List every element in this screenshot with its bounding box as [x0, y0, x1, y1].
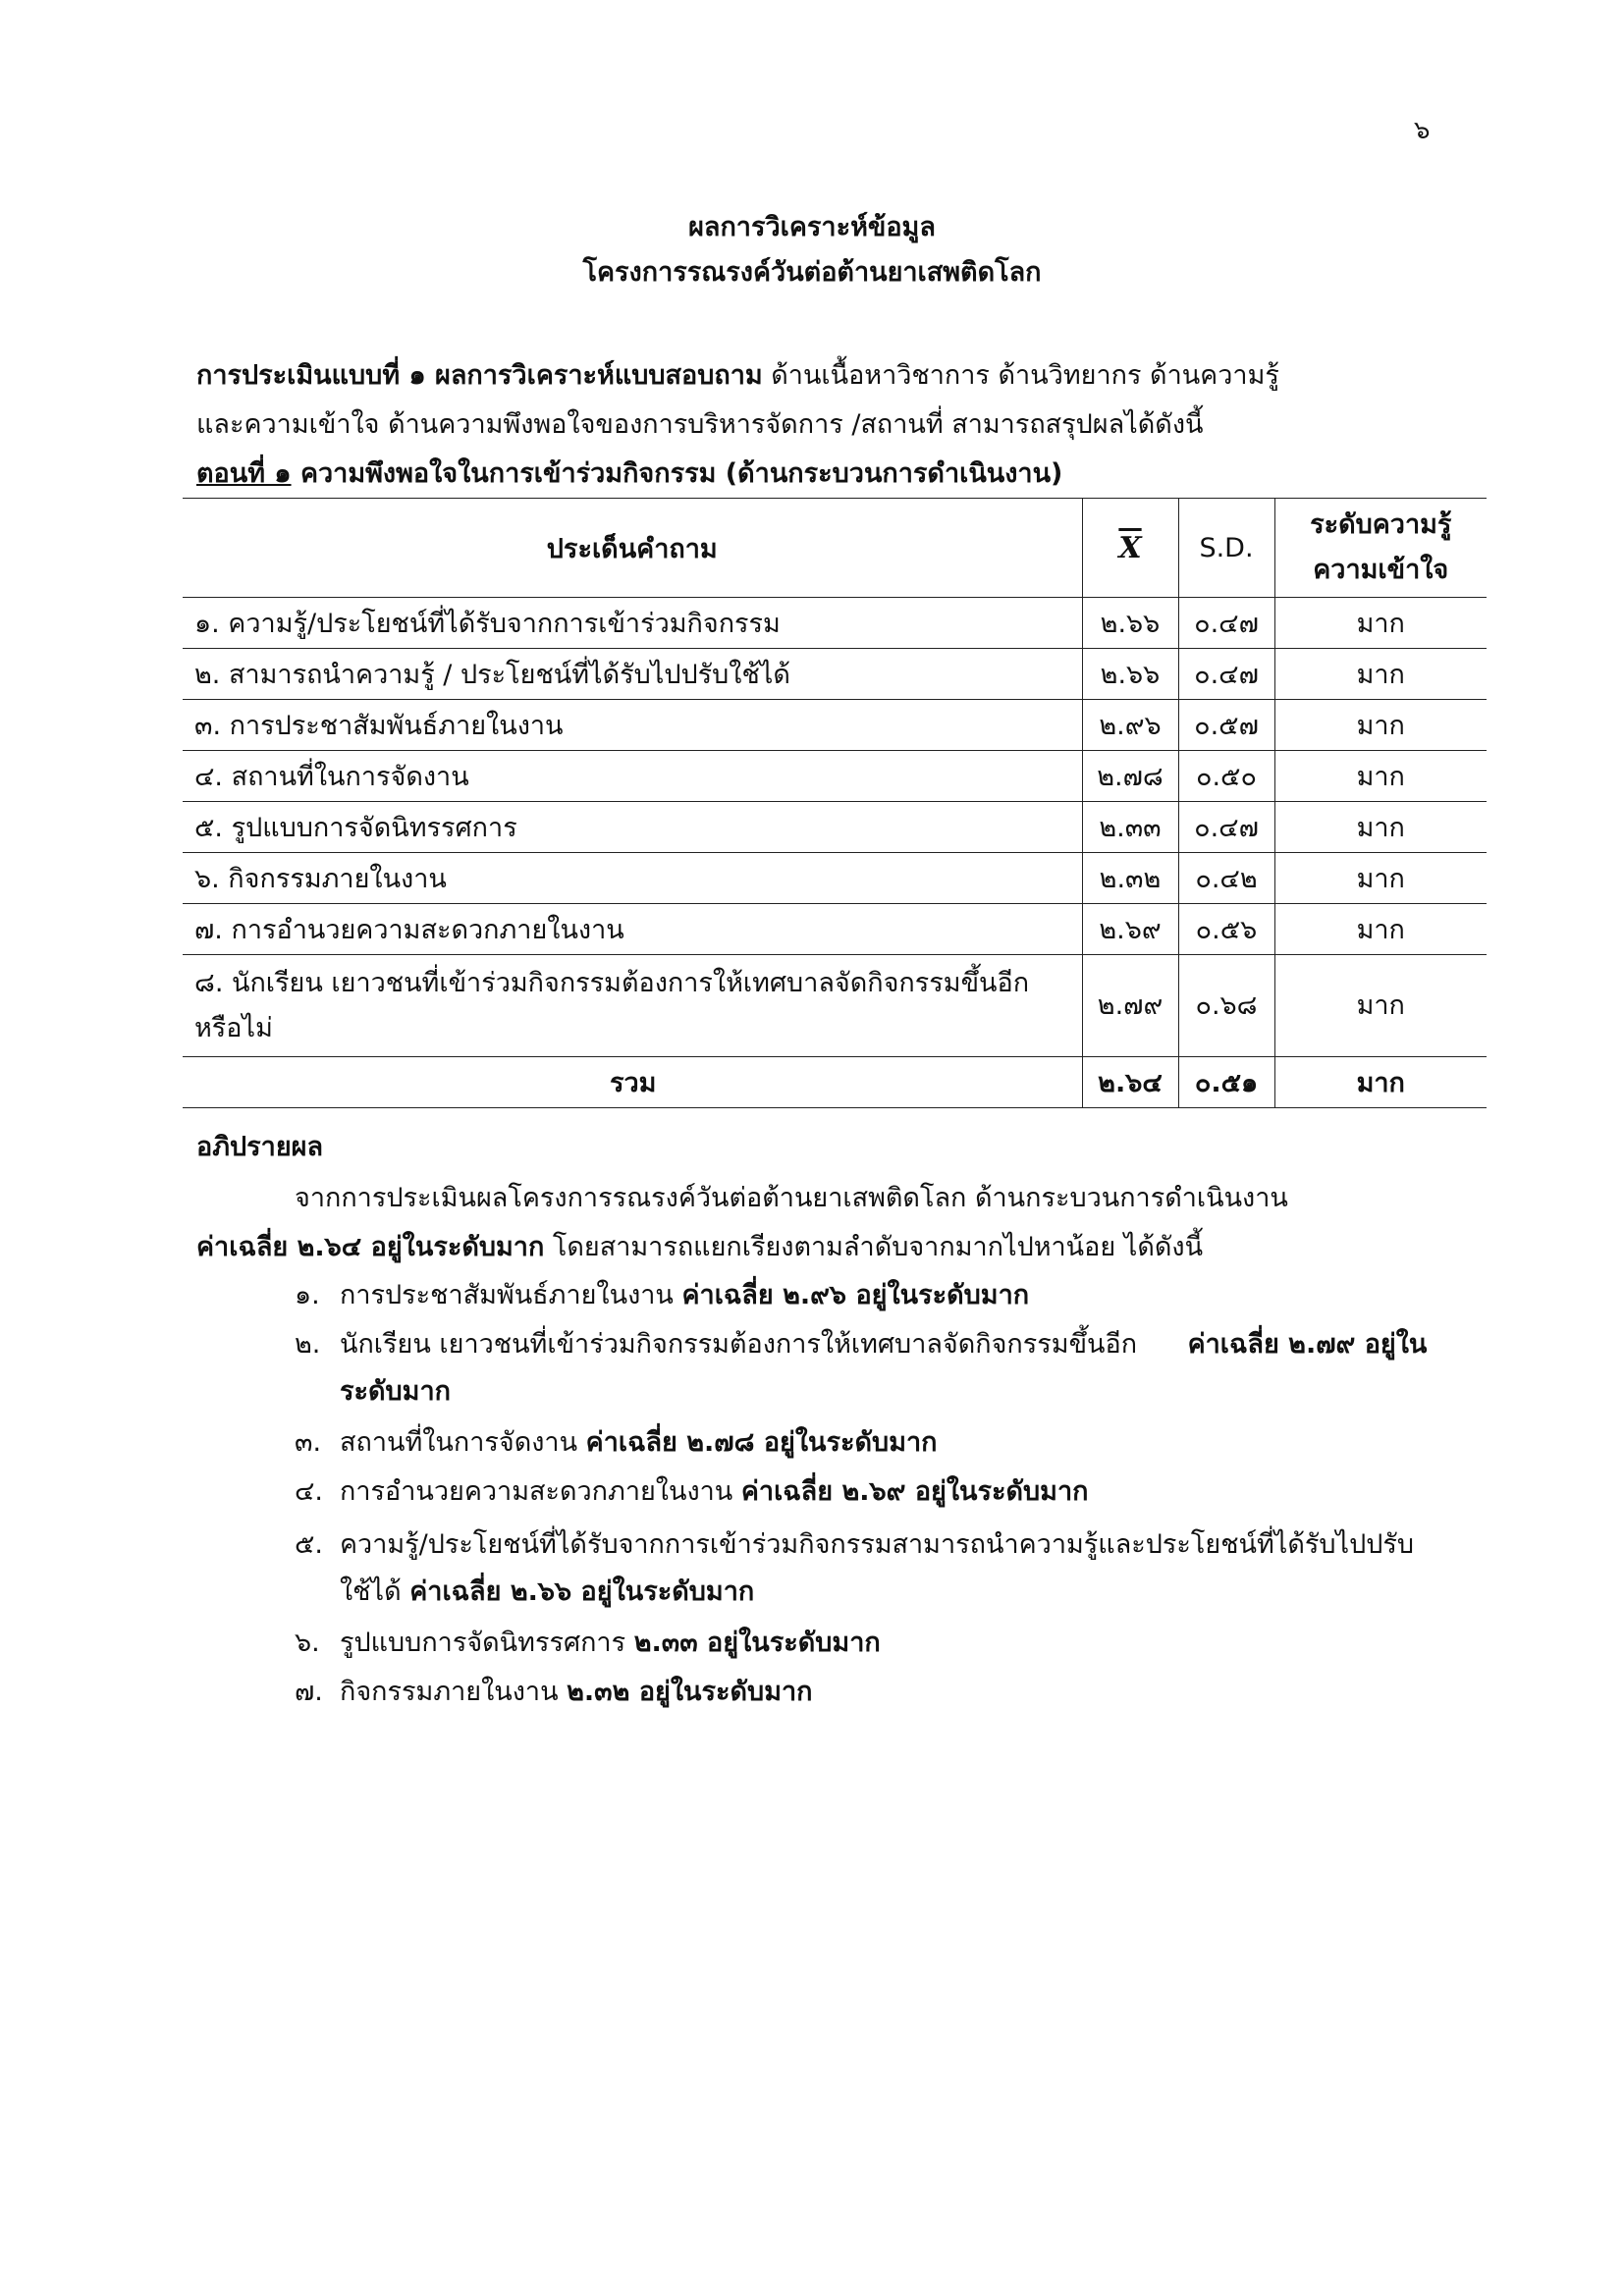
list-item-text: [340, 1522, 1453, 1616]
list-item-label: การประชาสัมพันธ์ภายในงาน: [340, 1280, 682, 1310]
total-mean: ๒.๖๔: [1082, 1057, 1178, 1108]
table-row: [183, 904, 1487, 955]
row-level: มาก: [1274, 598, 1487, 649]
list-item-text: [340, 1620, 1453, 1667]
discussion-heading: อภิปรายผล: [196, 1132, 324, 1162]
header-question: ประเด็นคำถาม: [183, 499, 1082, 598]
list-item-text: [340, 1669, 1453, 1716]
results-table: [183, 498, 1487, 1108]
list-item-label: สถานที่ในการจัดงาน: [340, 1427, 586, 1458]
row-mean: ๒.๗๘: [1082, 751, 1178, 802]
list-item-mean: ค่าเฉลี่ย ๒.๙๖ อยู่ในระดับมาก: [681, 1280, 1030, 1310]
discussion-line-1: จากการประเมินผลโครงการรณรงค์วันต่อต้านยาเสพติดโลก ด้านกระบวนการดำเนินงาน: [295, 1183, 1288, 1213]
list-item-label: กิจกรรมภายในงาน: [340, 1677, 568, 1707]
list-item-text: [340, 1272, 1453, 1319]
row-question: ๗. การอำนวยความสะดวกภายในงาน: [183, 904, 1082, 955]
header-mean: [1082, 499, 1178, 598]
row-question: ๓. การประชาสัมพันธ์ภายในงาน: [183, 700, 1082, 751]
row-question: ๖. กิจกรรมภายในงาน: [183, 853, 1082, 904]
row-level: มาก: [1274, 853, 1487, 904]
row-mean: ๒.๖๖: [1082, 598, 1178, 649]
total-label: รวม: [183, 1057, 1082, 1108]
list-item-number: ๖.: [295, 1628, 320, 1658]
intro-line-1: [196, 351, 1453, 400]
section-label: ตอนที่ ๑: [196, 458, 292, 489]
row-sd: ๐.๔๒: [1178, 853, 1274, 904]
table-row: [183, 700, 1487, 751]
header-level-line2: ความเข้าใจ: [1313, 555, 1449, 585]
list-item-label: รูปแบบการจัดนิทรรศการ: [340, 1628, 634, 1658]
list-item-text: [340, 1468, 1453, 1516]
mean-symbol: $\overline{X}$: [1118, 530, 1142, 565]
list-item-number: ๑.: [295, 1280, 320, 1310]
row-question: [183, 955, 1082, 1057]
row-sd: ๐.๕๗: [1178, 700, 1274, 751]
header-level-line1: ระดับความรู้: [1310, 509, 1452, 540]
discussion-line-2: [196, 1223, 1453, 1272]
row-mean: ๒.๖๖: [1082, 649, 1178, 700]
list-item-mean: ค่าเฉลี่ย ๒.๖๙ อยู่ในระดับมาก: [740, 1476, 1089, 1507]
list-item-number: ๓.: [295, 1427, 322, 1458]
row-mean: ๒.๓๓: [1082, 802, 1178, 853]
list-item-number: ๒.: [295, 1329, 321, 1360]
row-level: มาก: [1274, 700, 1487, 751]
table-header-row: [183, 499, 1487, 598]
row-question-line1: ๘. นักเรียน เยาวชนที่เข้าร่วมกิจกรรมต้องการให้เทศบาลจัดกิจกรรมขึ้นอีก: [194, 967, 1030, 998]
section-heading: [196, 450, 1453, 499]
table-row: [183, 853, 1487, 904]
page-number: ๖: [1414, 116, 1431, 145]
list-item-label: การอำนวยความสะดวกภายในงาน: [340, 1476, 741, 1507]
row-mean: ๒.๙๖: [1082, 700, 1178, 751]
row-question: ๔. สถานที่ในการจัดงาน: [183, 751, 1082, 802]
row-sd: ๐.๔๗: [1178, 649, 1274, 700]
header-level: [1274, 499, 1487, 598]
row-question: ๑. ความรู้/ประโยชน์ที่ได้รับจากการเข้าร่วมกิจกรรม: [183, 598, 1082, 649]
project-title: โครงการรณรงค์วันต่อต้านยาเสพติดโลก: [582, 257, 1042, 288]
list-item-text: [340, 1321, 1453, 1415]
list-item-mean: ค่าเฉลี่ย ๒.๗๙ อยู่ในระดับมาก: [340, 1329, 1428, 1407]
list-item-label: นักเรียน เยาวชนที่เข้าร่วมกิจกรรมต้องการให้เทศบาลจัดกิจกรรมขึ้นอีก: [340, 1329, 1188, 1360]
list-item-label: ความรู้/ประโยชน์ที่ได้รับจากการเข้าร่วมกิจกรรมสามารถนำความรู้และประโยชน์ที่ได้รับไปปรับใช้ได้: [340, 1529, 1415, 1607]
header-sd: S.D.: [1178, 499, 1274, 598]
row-sd: ๐.๕๐: [1178, 751, 1274, 802]
table-row: [183, 598, 1487, 649]
section-title: ความพึงพอใจในการเข้าร่วมกิจกรรม (ด้านกระบวนการดำเนินงาน): [291, 458, 1063, 489]
row-level: มาก: [1274, 955, 1487, 1057]
row-level: มาก: [1274, 904, 1487, 955]
row-mean: ๒.๓๒: [1082, 853, 1178, 904]
row-level: มาก: [1274, 649, 1487, 700]
table-row: [183, 802, 1487, 853]
row-sd: ๐.๔๗: [1178, 598, 1274, 649]
list-item-number: ๔.: [295, 1476, 324, 1507]
intro-line-1-rest: ด้านเนื้อหาวิชาการ ด้านวิทยากร ด้านความรู้: [762, 360, 1279, 391]
row-question: ๕. รูปแบบการจัดนิทรรศการ: [183, 802, 1082, 853]
list-item-number: ๕.: [295, 1529, 324, 1560]
page-title: ผลการวิเคราะห์ข้อมูล: [688, 212, 936, 242]
table-row: [183, 649, 1487, 700]
list-item-mean: ๒.๓๓ อยู่ในระดับมาก: [633, 1628, 881, 1658]
row-question-line2: หรือไม่: [194, 1012, 273, 1043]
row-sd: ๐.๕๖: [1178, 904, 1274, 955]
table-row: [183, 955, 1487, 1057]
row-level: มาก: [1274, 802, 1487, 853]
list-item-mean: ค่าเฉลี่ย ๒.๖๖ อยู่ในระดับมาก: [409, 1576, 755, 1607]
discussion-line-2-rest: โดยสามารถแยกเรียงตามลำดับจากมากไปหาน้อย ได้ดังนี้: [544, 1232, 1204, 1262]
table-row: [183, 751, 1487, 802]
table-total-row: [183, 1057, 1487, 1108]
list-item-mean: ๒.๓๒ อยู่ในระดับมาก: [567, 1677, 813, 1707]
row-question: ๒. สามารถนำความรู้ / ประโยชน์ที่ได้รับไปปรับใช้ได้: [183, 649, 1082, 700]
list-item-text: [340, 1419, 1453, 1467]
total-level: มาก: [1274, 1057, 1487, 1108]
row-mean: ๒.๗๙: [1082, 955, 1178, 1057]
row-level: มาก: [1274, 751, 1487, 802]
overall-mean-text: ค่าเฉลี่ย ๒.๖๔ อยู่ในระดับมาก: [196, 1232, 545, 1262]
row-mean: ๒.๖๙: [1082, 904, 1178, 955]
row-sd: ๐.๖๘: [1178, 955, 1274, 1057]
row-sd: ๐.๔๗: [1178, 802, 1274, 853]
intro-bold-lead: การประเมินแบบที่ ๑ ผลการวิเคราะห์แบบสอบถาม: [196, 360, 763, 391]
intro-line-2: และความเข้าใจ ด้านความพึงพอใจของการบริหารจัดการ /สถานที่ สามารถสรุปผลได้ดังนี้: [196, 409, 1204, 440]
list-item-number: ๗.: [295, 1677, 323, 1707]
total-sd: ๐.๕๑: [1178, 1057, 1274, 1108]
list-item-mean: ค่าเฉลี่ย ๒.๗๘ อยู่ในระดับมาก: [585, 1427, 938, 1458]
